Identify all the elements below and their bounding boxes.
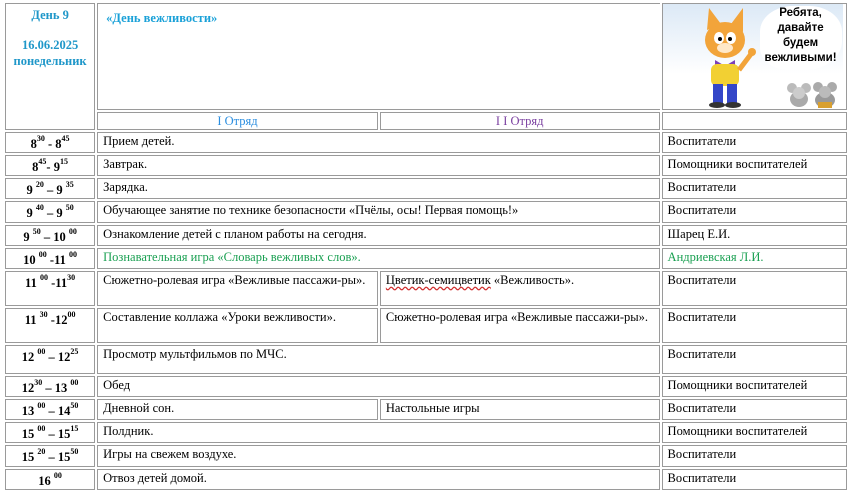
bubble-line-4: вежливыми!	[764, 52, 837, 64]
squad-header-row	[5, 112, 847, 130]
time-cell: 15 $^{00} - 15^{15}$	[5, 422, 95, 443]
table-row	[5, 308, 847, 343]
responsible-cell: Воспитатели	[662, 308, 847, 343]
table-row	[5, 376, 847, 397]
day-number: День 9	[31, 8, 69, 22]
responsible-cell: Воспитатели	[662, 132, 847, 153]
header-row	[5, 3, 847, 110]
activity-name: Цветик-семицветик	[385, 272, 491, 287]
time-cell: 12 $^{00} - 12^{25}$	[5, 345, 95, 374]
schedule-table	[3, 1, 849, 492]
bubble-line-1: Ребята,	[779, 7, 822, 19]
time-cell: 11 $^{00}$ $-11^{30}$	[5, 271, 95, 306]
bubble-line-3: будем	[782, 37, 819, 49]
activity-squad-2-cell	[380, 271, 660, 306]
time-cell: 9 $^{20}$ – 9 $^{35}$	[5, 178, 95, 199]
activity-cell: Полдник.	[97, 422, 659, 443]
bubble-line-2: давайте	[777, 22, 824, 34]
activity-cell: Игры на свежем воздухе.	[97, 445, 659, 466]
table-row	[5, 422, 847, 443]
activity-cell: Отвоз детей домой.	[97, 469, 659, 490]
day-info	[5, 3, 95, 130]
empty-header-cell	[662, 112, 847, 130]
table-row	[5, 469, 847, 490]
cat-illustration	[663, 4, 843, 110]
time-cell: $8^{30} - 8^{45}$	[5, 132, 95, 153]
activity-cell: Обучающее занятие по технике безопасности «Пчёлы, осы! Первая помощь!»	[97, 201, 659, 222]
table-row	[5, 248, 847, 269]
responsible-cell: Воспитатели	[662, 399, 847, 420]
responsible-cell: Воспитатели	[662, 271, 847, 306]
responsible-cell: Воспитатели	[662, 201, 847, 222]
page-title: «День вежливости»	[97, 3, 659, 110]
time-cell: $8^{45}-$ $9^{15}$	[5, 155, 95, 176]
header-picture	[662, 3, 847, 110]
table-row	[5, 178, 847, 199]
activity-cell: Завтрак.	[97, 155, 659, 176]
table-row	[5, 155, 847, 176]
time-cell: 9 $^{50}$ – 10 $^{00}$	[5, 225, 95, 246]
responsible-cell: Шарец Е.И.	[662, 225, 847, 246]
activity-squad-2-cell: Настольные игры	[380, 399, 660, 420]
responsible-cell: Воспитатели	[662, 345, 847, 374]
activity-cell: Обед	[97, 376, 659, 397]
squad-2-header: I I Отряд	[380, 112, 660, 130]
activity-squad-1-cell: Составление коллажа «Уроки вежливости».	[97, 308, 378, 343]
squad-1-header: I Отряд	[97, 112, 378, 130]
responsible-cell: Воспитатели	[662, 469, 847, 490]
activity-cell: Просмотр мультфильмов по МЧС.	[97, 345, 659, 374]
speech-bubble	[760, 6, 842, 70]
responsible-cell: Помощники воспитателей	[662, 155, 847, 176]
time-cell: 11 $^{30}$ $-12^{00}$	[5, 308, 95, 343]
table-row	[5, 271, 847, 306]
time-cell: 10 $^{00}$ -11 $^{00}$	[5, 248, 95, 269]
table-row	[5, 345, 847, 374]
time-cell: $12^{30} - 13$ $^{00}$	[5, 376, 95, 397]
day-weekday: понедельник	[13, 54, 87, 68]
activity-cell: Зарядка.	[97, 178, 659, 199]
responsible-cell: Помощники воспитателей	[662, 422, 847, 443]
activity-squad-2-cell: Сюжетно-ролевая игра «Вежливые пассажи-ры».	[380, 308, 660, 343]
activity-squad-1-cell: Дневной сон.	[97, 399, 378, 420]
activity-cell: Ознакомление детей с планом работы на сегодня.	[97, 225, 659, 246]
time-cell: 16 $^{00}$	[5, 469, 95, 490]
time-cell: 9 $^{40}$ – 9 $^{50}$	[5, 201, 95, 222]
activity-squad-1-cell: Сюжетно-ролевая игра «Вежливые пассажи-ры».	[97, 271, 378, 306]
activity-cell: Прием детей.	[97, 132, 659, 153]
activity-detail: «Вежливость».	[490, 272, 575, 287]
schedule-sheet	[3, 1, 849, 492]
time-cell: 15 $^{20} - 15^{50}$	[5, 445, 95, 466]
responsible-cell: Воспитатели	[662, 178, 847, 199]
time-cell: 13 $^{00} - 14^{50}$	[5, 399, 95, 420]
table-row	[5, 201, 847, 222]
table-row	[5, 445, 847, 466]
day-date: 16.06.2025	[21, 38, 79, 52]
activity-cell: Познавательная игра «Словарь вежливых слов».	[97, 248, 659, 269]
responsible-cell: Помощники воспитателей	[662, 376, 847, 397]
responsible-cell: Андриевская Л.И.	[662, 248, 847, 269]
table-row	[5, 132, 847, 153]
table-row	[5, 399, 847, 420]
table-row	[5, 225, 847, 246]
responsible-cell: Воспитатели	[662, 445, 847, 466]
